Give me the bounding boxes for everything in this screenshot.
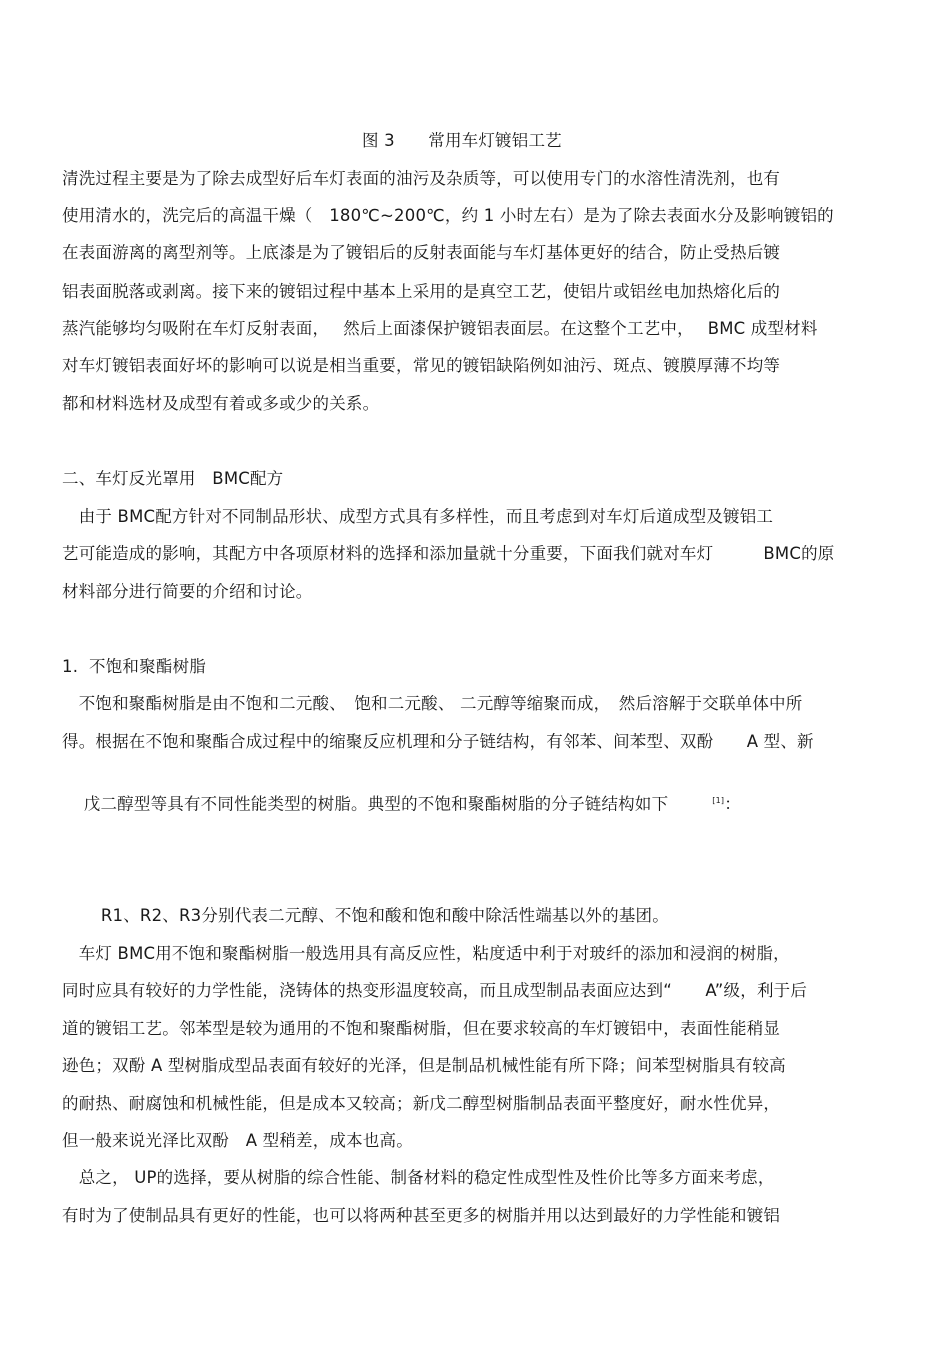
- paragraph-4-line-1: R1、R2、R3分别代表二元醇、不饱和酸和饱和酸中除活性端基以外的基团。: [62, 906, 669, 925]
- paragraph-3-line-3: [62, 768, 741, 838]
- paragraph-3-line-3-text: 戊二醇型等具有不同性能类型的树脂。典型的不饱和聚酯树脂的分子链结构如下: [83, 794, 669, 814]
- paragraph-3-line-1: 不饱和聚酯树脂是由不饱和二元酸、 饱和二元酸、 二元醇等缩聚而成， 然后溶解于交联单体中所: [62, 694, 803, 713]
- paragraph-3-line-2: 得。根据在不饱和聚酯合成过程中的缩聚反应机理和分子链结构，有邻苯、间苯型、双酚 A 型、新: [62, 732, 814, 751]
- paragraph-4-line-4: 道的镀铝工艺。邻苯型是较为通用的不饱和聚酯树脂，但在要求较高的车灯镀铝中，表面性能稍显: [62, 1019, 781, 1038]
- section-heading-2: 二、车灯反光罩用 BMC配方: [62, 469, 284, 488]
- colon: ：: [724, 794, 741, 814]
- citation-ref: [1]: [712, 796, 725, 805]
- paragraph-1-line-4: 铝表面脱落或剥离。接下来的镀铝过程中基本上采用的是真空工艺，使铝片或铝丝电加热熔化后的: [62, 282, 781, 301]
- paragraph-1-line-3: 在表面游离的离型剂等。上底漆是为了镀铝后的反射表面能与车灯基体更好的结合，防止受热后镀: [62, 243, 781, 262]
- paragraph-2-line-2: 艺可能造成的影响，其配方中各项原材料的选择和添加量就十分重要，下面我们就对车灯 BMC的原: [62, 544, 835, 563]
- paragraph-4-line-7: 但一般来说光泽比双酚 A 型稍差，成本也高。: [62, 1131, 413, 1150]
- paragraph-2-line-1: 由于 BMC配方针对不同制品形状、成型方式具有多样性，而且考虑到对车灯后道成型及镀铝工: [62, 507, 774, 526]
- paragraph-4-line-6: 的耐热、耐腐蚀和机械性能，但是成本又较高；新戊二醇型树脂制品表面平整度好，耐水性优异，: [62, 1094, 781, 1113]
- paragraph-4-line-2: 车灯 BMC用不饱和聚酯树脂一般选用具有高反应性，粘度适中利于对玻纤的添加和浸润的树脂，: [62, 944, 790, 963]
- paragraph-4-line-5: 逊色；双酚 A 型树脂成型品表面有较好的光泽，但是制品机械性能有所下降；间苯型树脂具有较高: [62, 1056, 786, 1075]
- paragraph-1-line-2: 使用清水的，洗完后的高温干燥（ 180℃~200℃，约 1 小时左右）是为了除去表面水分及影响镀铝的: [62, 206, 834, 225]
- paragraph-2-line-3: 材料部分进行简要的介绍和讨论。: [62, 582, 313, 601]
- paragraph-4-line-3: 同时应具有较好的力学性能，浇铸体的热变形温度较高，而且成型制品表面应达到“ A”级，利于后: [62, 981, 808, 1000]
- paragraph-1-line-1: 清洗过程主要是为了除去成型好后车灯表面的油污及杂质等，可以使用专门的水溶性清洗剂，也有: [62, 169, 781, 188]
- paragraph-1-line-6: 对车灯镀铝表面好坏的影响可以说是相当重要，常见的镀铝缺陷例如油污、斑点、镀膜厚薄不均等: [62, 356, 781, 375]
- figure-caption: 图 3 常用车灯镀铝工艺: [362, 131, 562, 150]
- paragraph-1-line-7: 都和材料选材及成型有着或多或少的关系。: [62, 394, 380, 413]
- subsection-heading-1: 1. 不饱和聚酯树脂: [62, 657, 206, 676]
- paragraph-4-line-8: 总之， UP的选择，要从树脂的综合性能、制备材料的稳定性成型性及性价比等多方面来考虑，: [62, 1168, 775, 1187]
- paragraph-1-line-5: 蒸汽能够均匀吸附在车灯反射表面， 然后上面漆保护镀铝表面层。在这整个工艺中， BMC 成型材料: [62, 319, 818, 338]
- paragraph-4-line-9: 有时为了使制品具有更好的性能，也可以将两种甚至更多的树脂并用以达到最好的力学性能和镀铝: [62, 1206, 781, 1225]
